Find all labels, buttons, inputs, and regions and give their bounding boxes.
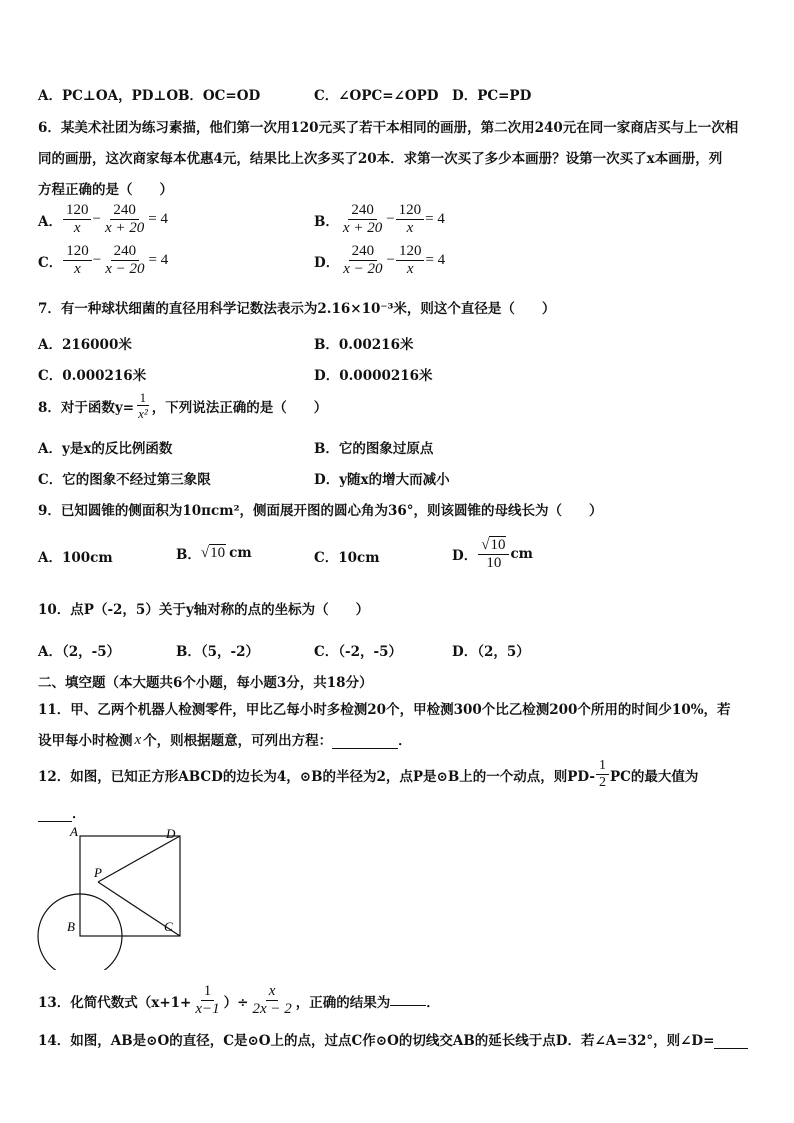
q8-option-c: C．它的图象不经过第三象限 [38,472,211,488]
q6-c-rhs: = 4 [148,252,169,268]
q9-option-b [176,543,252,563]
label-a: A [70,824,78,839]
q5-option-c: C．∠OPC=∠OPD [314,88,439,104]
q8-fraction: $\frac{1}{\text{x²}}$ [138,390,148,421]
q10-option-c: C．（-2，-5） [314,644,402,660]
q12-stem-post: PC的最大值为 [609,768,699,785]
q9-option-d [452,536,533,572]
label-p: P [94,865,102,880]
q6-a-fraction-2: $\frac{240}{x + 20}$ [104,202,145,236]
q11-stem-line2 [38,729,412,749]
q6-option-a: A． $\frac{120}{x}$ − $\frac{240}{x + 20}$ = 4 [38,202,168,236]
q12-stem-pre: 12．如图，已知正方形ABCD的边长为4，⊙B的半径为2，点P是⊙B上的一个动点，则PD- [38,768,595,785]
q14-answer-blank[interactable] [714,1034,748,1049]
q11-line2-post: 个，则根据题意，可列出方程： [143,733,333,749]
q12-stem [38,758,698,791]
q7-option-d: D．0.0000216米 [314,368,433,384]
q6-stem-line1: 6．某美术社团为练习素描，他们第一次用120元买了若干本相同的画册，第二次用240元在同一家商店买与上一次相 [38,120,739,136]
q5-option-a: A．PC⊥OA，PD⊥OB [38,88,190,104]
q12-end: ． [72,806,86,822]
q13-fraction-2: $\frac{x}{2x - 2}$ [252,983,292,1017]
q13-stem-post: ，正确的结果为 [295,994,391,1011]
q9-option-b-label: B． [176,547,201,563]
q14-stem [38,1029,748,1049]
q8-option-d: D．y随x的增大而减小 [314,472,450,488]
q6-d-rhs: = 4 [425,252,446,268]
q8-stem [38,390,327,421]
q9-stem: 9．已知圆锥的侧面积为10πcm²，侧面展开图的圆心角为36°，则该圆锥的母线长为（ ） [38,503,603,519]
label-c: C [164,919,173,934]
q11-variable: x [134,732,142,748]
q7-option-b: B．0.00216米 [314,337,414,353]
q13-answer-blank[interactable] [390,991,426,1006]
q13-end: ． [426,994,440,1011]
q8-stem-post: ，下列说法正确的是（ ） [151,399,328,416]
q10-option-b: B．（5，-2） [176,644,260,660]
q9-d-fraction: √ 10 10 [478,536,509,572]
section-heading: 二、填空题（本大题共6个小题，每小题3分，共18分） [38,675,373,691]
q8-option-a: A．y是x的反比例函数 [38,441,173,457]
q9-d-unit: cm [510,546,533,562]
q11-stem-line1: 11．甲、乙两个机器人检测零件，甲比乙每小时多检测20个，甲检测300个比乙检测200个所用的时间少10%，若 [38,702,731,718]
q12-figure [30,822,190,970]
q6-option-d: D． $\frac{240}{x - 20}$ − $\frac{120}{x}$ = 4 [314,243,446,277]
q7-stem: 7．有一种球状细菌的直径用科学记数法表示为2.16×10⁻³米，则这个直径是（ ） [38,301,556,317]
q6-d-fraction-2: $\frac{120}{x}$ [396,243,425,278]
q7-option-a: A．216000米 [38,337,132,353]
q12-answer-line [38,802,86,822]
q6-a-rhs: = 4 [148,211,168,227]
q6-c-fraction-2: $\frac{240}{x - 20}$ [105,243,145,277]
q6-a-fraction-1: $\frac{120}{x}$ [63,202,92,237]
q9-option-c: C．10cm [314,550,380,566]
label-b: B [67,919,75,934]
q9-option-d-label: D． [452,548,478,564]
q9-b-unit: cm [229,545,252,561]
q6-option-a-label: A． [38,213,62,230]
q6-option-b-label: B． [314,213,339,230]
label-d: D [166,826,176,841]
q11-line2-pre: 设甲每小时检测 [38,733,133,749]
q6-option-c-label: C． [38,254,63,271]
q9-option-a: A．100cm [38,550,113,566]
q6-b-rhs: = 4 [425,211,445,227]
q10-option-d: D．（2，5） [452,644,530,660]
q14-stem-text: 14．如图，AB是⊙O的直径，C是⊙O上的点，过点C作⊙O的切线交AB的延长线于点D．若∠A=32°，则∠D= [38,1033,715,1049]
q6-option-b: B． $\frac{240}{x + 20}$ − $\frac{120}{x}$ = 4 [314,202,445,236]
q8-option-b: B．它的图象过原点 [314,441,434,457]
q6-stem-line2: 同的画册，这次商家每本优惠4元，结果比上次多买了20本．求第一次买了多少本画册？设第一次买了x本画册，列 [38,151,723,167]
q6-b-fraction-2: $\frac{120}{x}$ [396,202,425,237]
q13-stem-pre: 13．化简代数式（x+1+ [38,994,192,1011]
q8-stem-pre: 8．对于函数y= [38,399,135,416]
q9-b-sqrt: √ 10 [200,545,226,561]
q6-d-fraction-1: $\frac{240}{x - 20}$ [343,243,383,277]
q10-option-a: A．（2，-5） [38,644,121,660]
q5-option-b: B．OC=OD [178,88,261,104]
q11-line2-end: ． [398,733,412,749]
q6-stem-line3: 方程正确的是（ ） [38,182,173,198]
q13-stem-mid: ）÷ [223,994,249,1011]
q13-fraction-1: $\frac{1}{x-1}$ [195,983,220,1017]
q6-b-fraction-1: $\frac{240}{x + 20}$ [342,202,383,236]
q11-answer-blank[interactable] [332,734,398,749]
q7-option-c: C．0.000216米 [38,368,147,384]
q6-option-d-label: D． [314,254,340,271]
q12-answer-blank[interactable] [38,807,72,822]
q6-option-c: C． $\frac{120}{x}$ − $\frac{240}{x - 20}$ = 4 [38,243,169,277]
q6-c-fraction-1: $\frac{120}{x}$ [63,243,92,278]
q13-stem [38,983,440,1018]
q12-fraction: $\frac{1}{2}$ [596,758,609,791]
segment-pd [98,836,180,882]
q10-stem: 10．点P（-2，5）关于y轴对称的点的坐标为（ ） [38,602,370,618]
q5-option-d: D．PC=PD [452,88,532,104]
